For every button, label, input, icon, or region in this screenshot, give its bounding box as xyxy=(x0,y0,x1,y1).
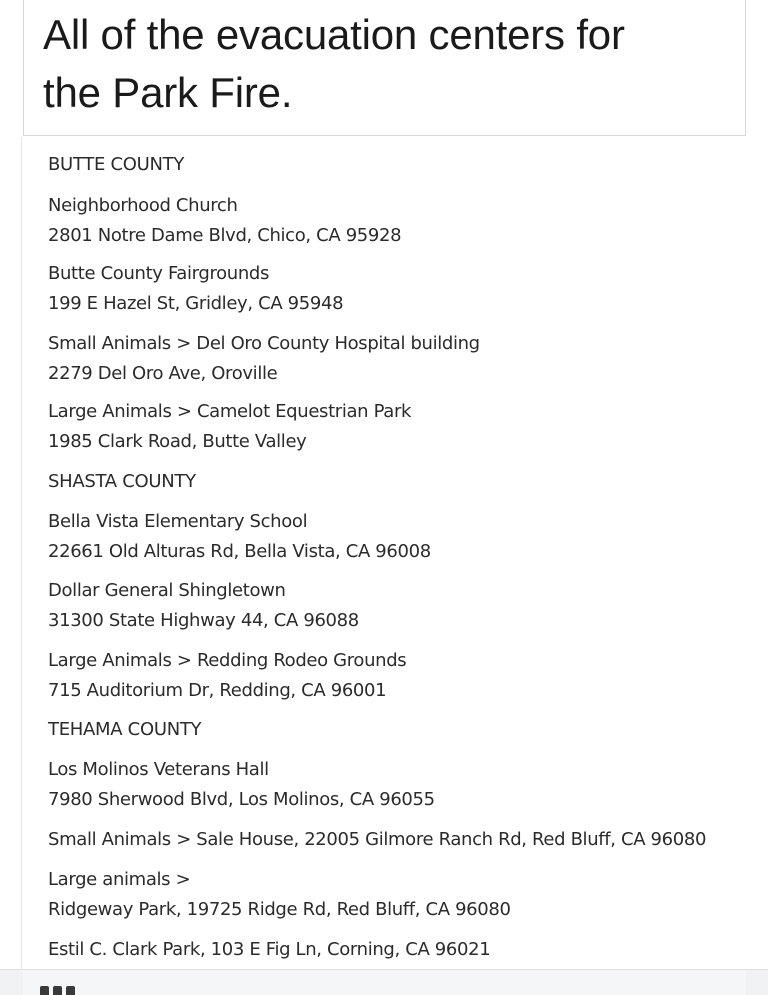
center-address: 199 E Hazel St, Gridley, CA 95948 xyxy=(48,293,344,314)
post-title-line-1: All of the evacuation centers for xyxy=(43,11,625,58)
center-name: Bella Vista Elementary School xyxy=(48,511,308,532)
center-address: 2801 Notre Dame Blvd, Chico, CA 95928 xyxy=(48,225,402,246)
center-entry: Estil C. Clark Park, 103 E Fig Ln, Corning, CA 96021 xyxy=(48,939,491,960)
center-entry: Small Animals > Sale House, 22005 Gilmore Ranch Rd, Red Bluff, CA 96080 xyxy=(48,829,707,850)
center-name: Large Animals > Redding Rodeo Grounds xyxy=(48,650,407,671)
county-heading-butte: BUTTE COUNTY xyxy=(48,154,185,175)
center-name: Large animals > xyxy=(48,869,191,890)
center-address: 1985 Clark Road, Butte Valley xyxy=(48,431,307,452)
center-name: Los Molinos Veterans Hall xyxy=(48,759,269,780)
evacuation-center-list xyxy=(21,137,750,969)
next-post-card xyxy=(23,970,746,995)
county-heading-tehama: TEHAMA COUNTY xyxy=(48,719,202,740)
center-address: 715 Auditorium Dr, Redding, CA 96001 xyxy=(48,680,387,701)
center-name: Butte County Fairgrounds xyxy=(48,263,269,284)
center-address: 31300 State Highway 44, CA 96088 xyxy=(48,610,359,631)
center-name: Large Animals > Camelot Equestrian Park xyxy=(48,401,412,422)
next-post-preview xyxy=(0,969,768,995)
center-address: 22661 Old Alturas Rd, Bella Vista, CA 96008 xyxy=(48,541,431,562)
center-name: Small Animals > Del Oro County Hospital building xyxy=(48,333,480,354)
post-title-line-2: the Park Fire. xyxy=(43,69,293,116)
center-address: Ridgeway Park, 19725 Ridge Rd, Red Bluff, CA 96080 xyxy=(48,899,511,920)
post-title xyxy=(43,6,733,122)
center-address: 7980 Sherwood Blvd, Los Molinos, CA 96055 xyxy=(48,789,435,810)
cropped-text-fragment xyxy=(40,986,88,995)
center-name: Neighborhood Church xyxy=(48,195,238,216)
post-header xyxy=(23,0,746,136)
center-address: 2279 Del Oro Ave, Oroville xyxy=(48,363,278,384)
center-name: Dollar General Shingletown xyxy=(48,580,286,601)
county-heading-shasta: SHASTA COUNTY xyxy=(48,471,196,492)
